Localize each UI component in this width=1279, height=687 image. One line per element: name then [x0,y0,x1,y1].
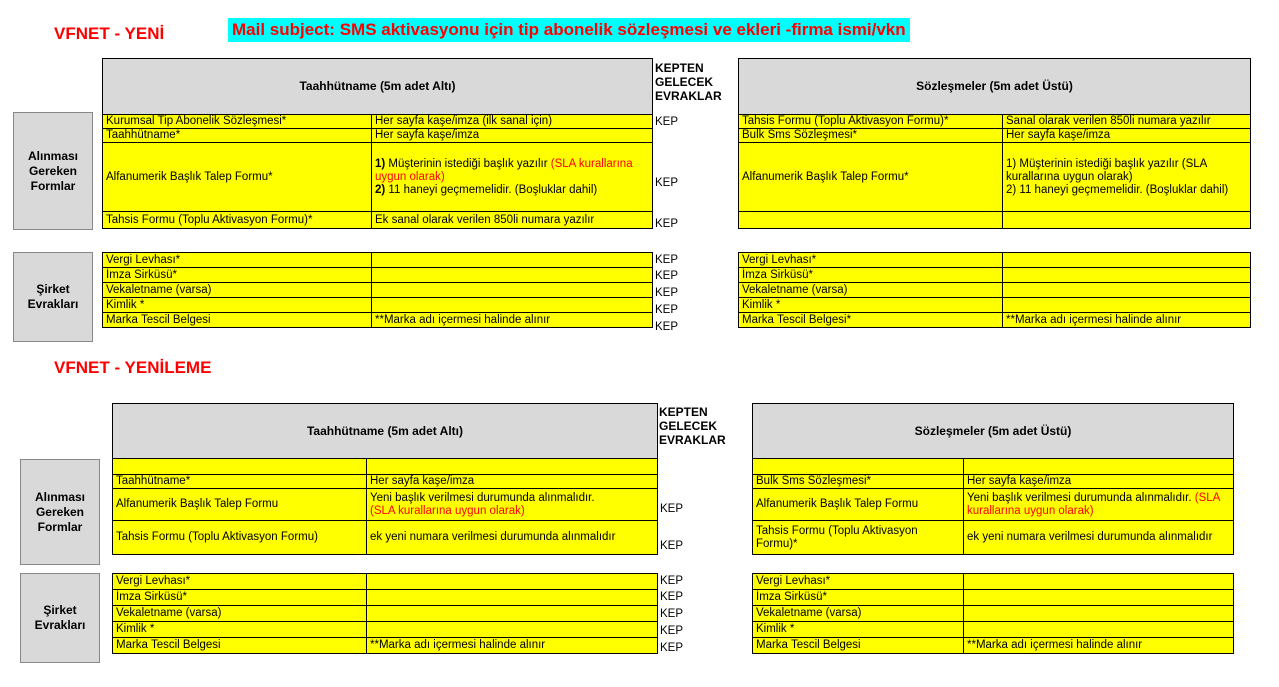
table-cell [739,212,1003,229]
table-row [739,59,1251,115]
table-cell: Vekaletname (varsa) [113,606,367,622]
table-row [739,129,1251,143]
table-row [103,143,653,212]
table-cell: Vergi Levhası* [113,574,367,590]
table-row [113,606,658,622]
table-cell: Vekaletname (varsa) [103,283,372,298]
table-row [103,59,653,115]
table-row [113,404,658,459]
table-cell [1003,212,1251,229]
table-row [103,298,653,313]
table-cell: Kurumsal Tip Abonelik Sözleşmesi* [103,115,372,129]
table-row [113,590,658,606]
new-left-forms-table [102,58,653,229]
side-label-forms-new: Alınması Gereken Formlar [13,112,93,230]
table-cell: Tahsis Formu (Toplu Aktivasyon Formu)* [103,212,372,229]
renewal-left-forms-table [112,403,658,555]
table-row [103,268,653,283]
renewal-right-header: Sözleşmeler (5m adet Üstü) [753,404,1234,459]
renewal-right-company-table [752,573,1234,654]
table-row [739,268,1251,283]
table-cell: Alfanumerik Başlık Talep Formu* [739,143,1003,212]
kep-label: KEP [660,625,684,637]
table-cell: Yeni başlık verilmesi durumunda alınmalıdır. (SLA kurallarına uygun olarak) [367,489,658,521]
new-left-header: Taahhütname (5m adet Altı) [103,59,653,115]
table-row [739,143,1251,212]
table-cell: Bulk Sms Sözleşmesi* [739,129,1003,143]
table-cell [367,606,658,622]
table-row [739,298,1251,313]
table-cell: Vekaletname (varsa) [739,283,1003,298]
table-cell [753,459,964,475]
table-cell: Vergi Levhası* [103,253,372,268]
table-row [753,622,1234,638]
table-cell [113,459,367,475]
table-row [739,283,1251,298]
kep-label: KEP [655,218,679,230]
table-cell: Ek sanal olarak verilen 850li numara yazılır [372,212,653,229]
table-row [753,475,1234,489]
table-cell: Marka Tescil Belgesi [113,638,367,654]
table-cell: Tahsis Formu (Toplu Aktivasyon Formu)* [739,115,1003,129]
table-cell: Taahhütname* [103,129,372,143]
table-cell [1003,283,1251,298]
table-cell: İmza Sirküsü* [103,268,372,283]
table-cell: Yeni başlık verilmesi durumunda alınmalıdır. (SLA kurallarına uygun olarak) [964,489,1234,521]
table-row [739,313,1251,328]
table-cell [1003,268,1251,283]
table-cell [964,574,1234,590]
mail-subject [228,18,910,42]
kep-label: KEP [660,503,684,515]
table-cell [964,622,1234,638]
renewal-left-company-table [112,573,658,654]
kep-label: KEP [660,642,684,654]
table-row [113,574,658,590]
side-label-company-renewal: Şirket Evrakları [20,573,100,663]
table-row [103,212,653,229]
kep-label: KEP [655,270,679,282]
renewal-left-header: Taahhütname (5m adet Altı) [113,404,658,459]
table-row [753,574,1234,590]
side-label-company-new: Şirket Evrakları [13,252,93,342]
table-cell: Her sayfa kaşe/imza [367,475,658,489]
table-cell [372,298,653,313]
kep-label: KEP [660,591,684,603]
table-cell: **Marka adı içermesi halinde alınır [367,638,658,654]
table-row [103,115,653,129]
new-right-company-table [738,252,1251,328]
table-cell [964,459,1234,475]
table-cell [372,283,653,298]
new-right-forms-table [738,58,1251,229]
kep-label: KEP [660,540,684,552]
table-row [103,313,653,328]
renewal-right-forms-table [752,403,1234,555]
table-cell [1003,298,1251,313]
table-cell: ek yeni numara verilmesi durumunda alınmalıdır [964,521,1234,555]
table-cell: ek yeni numara verilmesi durumunda alınmalıdır [367,521,658,555]
table-cell: Vergi Levhası* [753,574,964,590]
table-cell: Her sayfa kaşe/imza [372,129,653,143]
table-cell: Tahsis Formu (Toplu Aktivasyon Formu) [113,521,367,555]
table-row [103,129,653,143]
table-cell: **Marka adı içermesi halinde alınır [964,638,1234,654]
table-cell: Bulk Sms Sözleşmesi* [753,475,964,489]
table-row [113,475,658,489]
kep-label: KEP [655,177,679,189]
kep-label: KEP [655,254,679,266]
table-cell: Sanal olarak verilen 850li numara yazılır [1003,115,1251,129]
table-cell: Marka Tescil Belgesi [103,313,372,328]
table-cell [372,253,653,268]
title-vfnet-new: VFNET - YENİ [54,24,165,43]
new-left-company-table [102,252,653,328]
table-cell [964,606,1234,622]
table-cell [367,574,658,590]
table-cell: İmza Sirküsü* [113,590,367,606]
table-cell: Kimlik * [739,298,1003,313]
table-cell: Kimlik * [113,622,367,638]
table-cell [367,590,658,606]
table-cell: **Marka adı içermesi halinde alınır [372,313,653,328]
table-cell: Her sayfa kaşe/imza [1003,129,1251,143]
table-row [103,253,653,268]
table-cell: Vekaletname (varsa) [753,606,964,622]
kep-label: KEP [655,321,679,333]
kep-header-renewal: KEPTEN GELECEK EVRAKLAR [659,405,726,447]
new-right-header: Sözleşmeler (5m adet Üstü) [739,59,1251,115]
table-cell: Marka Tescil Belgesi [753,638,964,654]
table-cell: Alfanumerik Başlık Talep Formu [113,489,367,521]
table-cell [1003,253,1251,268]
table-cell: Taahhütname* [113,475,367,489]
table-cell: Alfanumerik Başlık Talep Formu [753,489,964,521]
table-cell: Vergi Levhası* [739,253,1003,268]
table-cell: Kimlik * [753,622,964,638]
title-vfnet-renewal: VFNET - YENİLEME [54,358,212,377]
table-cell [372,268,653,283]
table-row [739,212,1251,229]
table-row [753,404,1234,459]
new-left-alfa-notes: 1) Müşterinin istediği başlık yazılır (SLA kurallarına uygun olarak) 2) 11 haneyi geçmemelidir. (Boşluklar dahil) [372,143,653,212]
kep-label: KEP [660,608,684,620]
mail-subject-label: Mail subject: [232,20,335,39]
table-row [103,283,653,298]
table-row [113,521,658,555]
table-cell: Tahsis Formu (Toplu Aktivasyon Formu)* [753,521,964,555]
table-row [753,590,1234,606]
table-cell: Her sayfa kaşe/imza [964,475,1234,489]
kep-label: KEP [655,304,679,316]
table-cell [367,622,658,638]
table-row [753,521,1234,555]
table-row [739,115,1251,129]
table-cell: İmza Sirküsü* [753,590,964,606]
table-cell [367,459,658,475]
table-row [113,459,658,475]
table-row [113,638,658,654]
table-cell: 1) Müşterinin istediği başlık yazılır (SLA kurallarına uygun olarak) 2) 11 haneyi geçmemelidir. (Boşluklar dahil) [1003,143,1251,212]
table-cell: Marka Tescil Belgesi* [739,313,1003,328]
table-cell: Kimlik * [103,298,372,313]
table-cell [964,590,1234,606]
table-cell: Alfanumerik Başlık Talep Formu* [103,143,372,212]
kep-header-new: KEPTEN GELECEK EVRAKLAR [655,61,722,103]
table-row [113,622,658,638]
table-row [753,638,1234,654]
table-row [739,253,1251,268]
table-row [753,606,1234,622]
table-cell: **Marka adı içermesi halinde alınır [1003,313,1251,328]
kep-label: KEP [655,287,679,299]
table-row [753,459,1234,475]
side-label-forms-renewal: Alınması Gereken Formlar [20,459,100,565]
kep-label: KEP [655,116,679,128]
mail-subject-text: SMS aktivasyonu için tip abonelik sözleşmesi ve ekleri -firma ismi/vkn [334,20,906,39]
table-cell: Her sayfa kaşe/imza (ilk sanal için) [372,115,653,129]
table-row [753,489,1234,521]
kep-label: KEP [660,575,684,587]
table-cell: İmza Sirküsü* [739,268,1003,283]
table-row [113,489,658,521]
